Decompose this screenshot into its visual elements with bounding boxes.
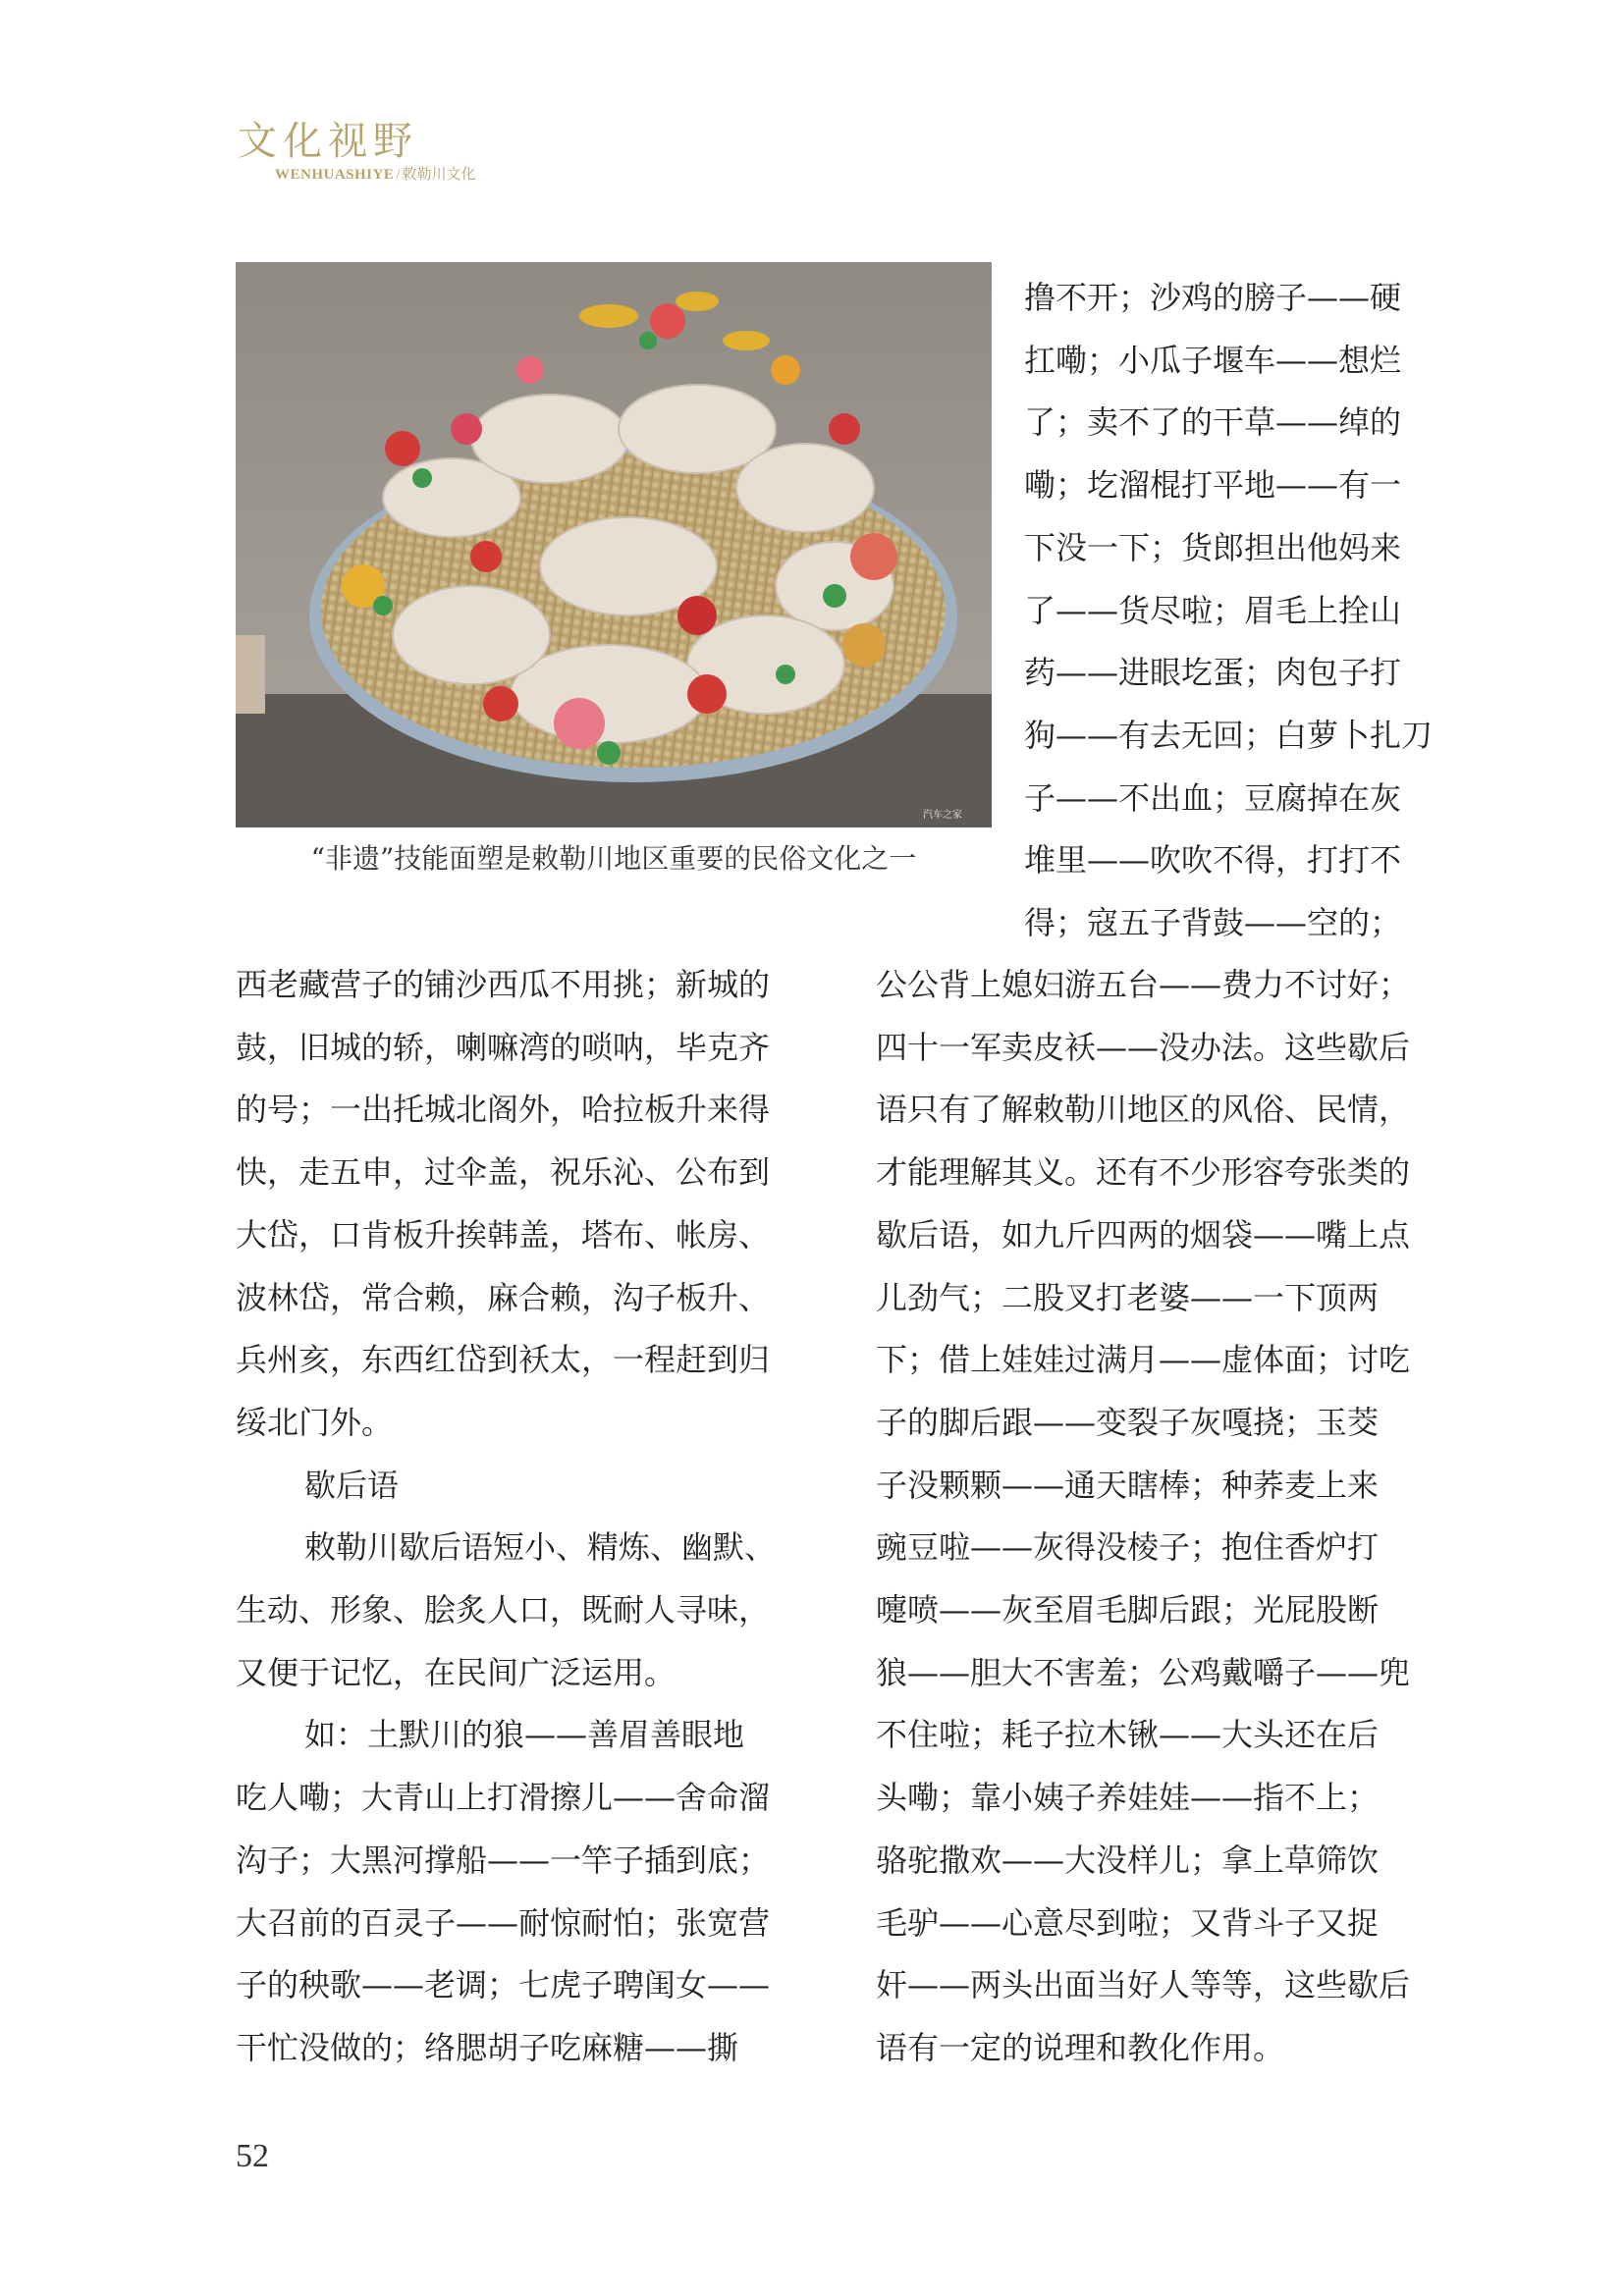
text-line: 的号；一出托城北阁外，哈拉板升来得: [236, 1091, 771, 1129]
text-line: 扛嘞；小瓜子堰车——想烂: [1024, 341, 1402, 379]
text-line: 嚏喷——灰至眉毛脚后跟；光屁股断: [876, 1591, 1380, 1629]
section-title: 文化视野: [238, 119, 418, 164]
text-line: 嘞；圪溜棍打平地——有一: [1024, 466, 1402, 505]
text-line: 四十一军卖皮袄——没办法。这些歇后: [876, 1028, 1411, 1066]
text-line: 下没一下；货郎担出他妈来: [1024, 528, 1402, 566]
text-line: 子的秧歌——老调；七虎子聘闺女——: [236, 1966, 771, 2004]
text-line: 西老藏营子的铺沙西瓜不用挑；新城的: [236, 966, 771, 1003]
text-line: 歇后语，如九斤四两的烟袋——嘴上点: [876, 1215, 1411, 1254]
text-line: 狼——胆大不害羞；公鸡戴嚼子——兜: [876, 1653, 1411, 1691]
text-line: 狗——有去无回；白萝卜扎刀: [1024, 716, 1434, 754]
text-line: 药——进眼圪蛋；肉包子打: [1024, 654, 1402, 692]
text-line: 子的脚后跟——变裂子灰嘎挠；玉茭: [876, 1403, 1380, 1441]
column-left: [236, 954, 815, 2080]
text-line: 撸不开；沙鸡的膀子——硬: [1024, 279, 1402, 316]
text-line: 头嘞；靠小姨子养娃娃——指不上；: [876, 1779, 1380, 1817]
text-line: 大召前的百灵子——耐惊耐怕；张宽营: [236, 1903, 771, 1942]
text-line: 如：土默川的狼——善眉善眼地: [304, 1716, 745, 1754]
dough-sculpture-photo: [236, 262, 992, 828]
svg-text:汽车之家: 汽车之家: [923, 810, 962, 821]
section-heading: 歇后语: [304, 1466, 400, 1504]
text-line: 语只有了解敕勒川地区的风俗、民情，: [876, 1091, 1411, 1129]
text-line: 子——不出血；豆腐掉在灰: [1024, 778, 1402, 817]
text-line: 又便于记忆，在民间广泛运用。: [236, 1653, 677, 1691]
text-line: 骆驼撒欢——大没样儿；拿上草筛饮: [876, 1841, 1380, 1879]
text-line: 得；寇五子背鼓——空的；: [1024, 904, 1402, 942]
text-line: 波林岱，常合赖，麻合赖，沟子板升、: [236, 1278, 771, 1316]
text-line: 敕勒川歇后语短小、精炼、幽默、: [304, 1528, 777, 1567]
text-line: 大岱，口肯板升挨韩盖，塔布、帐房、: [236, 1215, 771, 1254]
text-line: 豌豆啦——灰得没棱子；抱住香炉打: [876, 1528, 1380, 1567]
text-line: 绥北门外。: [236, 1403, 394, 1441]
text-line: 语有一定的说理和教化作用。: [876, 2028, 1285, 2066]
column-right: [876, 954, 1455, 2080]
text-line: 兵州亥，东西红岱到袄太，一程赶到归: [236, 1341, 771, 1379]
section-subtitle-en: WENHUASHIYE: [275, 167, 395, 183]
text-line: 了——货尽啦；眉毛上拴山: [1024, 591, 1402, 629]
text-line: 堆里——吹吹不得，打打不: [1024, 841, 1402, 880]
text-line: 了；卖不了的干草——绰的: [1024, 403, 1402, 442]
figure-caption: “非遗”技能面塑是敕勒川地区重要的民俗文化之一: [310, 842, 917, 875]
text-line: 儿劲气；二股叉打老婆——一下顶两: [876, 1278, 1380, 1316]
column-top-right: [1024, 267, 1456, 955]
subtitle-separator: /: [396, 167, 401, 183]
text-line: 毛驴——心意尽到啦；又背斗子又捉: [876, 1903, 1380, 1942]
section-subtitle: [275, 163, 476, 184]
text-line: 干忙没做的；络腮胡子吃麻糖——撕: [236, 2028, 739, 2066]
text-line: 奸——两头出面当好人等等，这些歇后: [876, 1966, 1411, 2004]
text-line: 下；借上娃娃过满月——虚体面；讨吃: [876, 1341, 1411, 1379]
text-line: 公公背上媳妇游五台——费力不讨好；: [876, 966, 1411, 1003]
text-line: 不住啦；耗子拉木锹——大头还在后: [876, 1716, 1380, 1754]
text-line: 沟子；大黑河撑船——一竿子插到底；: [236, 1841, 771, 1879]
text-line: 子没颗颗——通天瞎棒；种荞麦上来: [876, 1466, 1380, 1504]
text-line: 快，走五申，过伞盖，祝乐沁、公布到: [236, 1153, 771, 1192]
page-number: 52: [236, 2138, 269, 2174]
text-line: 吃人嘞；大青山上打滑擦儿——舍命溜: [236, 1779, 771, 1817]
text-line: 鼓，旧城的轿，喇嘛湾的唢呐，毕克齐: [236, 1028, 771, 1066]
text-line: 生动、形象、脍炙人口，既耐人寻味，: [236, 1591, 771, 1629]
text-line: 才能理解其义。还有不少形容夸张类的: [876, 1153, 1411, 1192]
section-subtitle-cn: 敕勒川文化: [402, 167, 476, 183]
